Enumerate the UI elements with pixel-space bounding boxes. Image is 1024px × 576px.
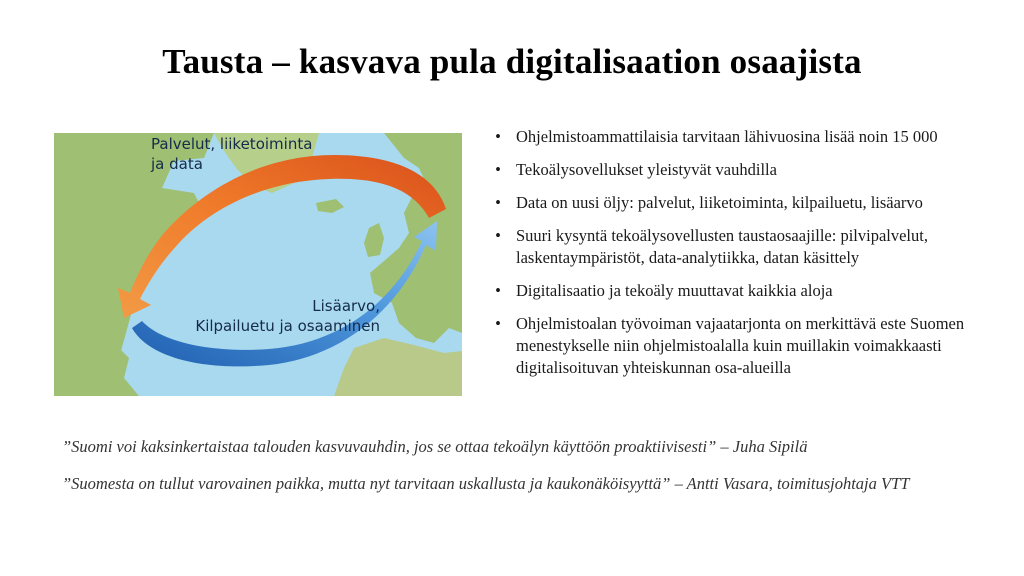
bullet-dot-icon: • [495,127,501,146]
bullet-item [492,280,1002,302]
bullet-text: Ohjelmistoammattilaisia tarvitaan lähivuosina lisää noin 15 000 [516,127,938,146]
bullet-item [492,126,1002,148]
bullet-list [492,126,1002,390]
bullet-item [492,159,1002,181]
bullet-text: Data on uusi öljy: palvelut, liiketoiminta, kilpailuetu, lisäarvo [516,193,923,212]
bullet-dot-icon: • [495,226,501,245]
bullet-dot-icon: • [495,160,501,179]
slide-title: Tausta – kasvava pula digitalisaation osaajista [162,42,862,81]
bullet-item [492,192,1002,214]
world-map-figure [54,133,462,396]
map-label-top-text: Palvelut, liiketoiminta ja data [151,135,313,173]
bullet-text: Ohjelmistoalan työvoiman vajaatarjonta on merkittävä este Suomen menestykselle niin ohjelmistoalalla kuin muillakin voimakkaasti digitalisoituvan yhteiskunnan osa-alueilla [516,314,965,377]
map-label-top [151,134,312,174]
bullet-item [492,313,1002,379]
quote-vasara: ”Suomesta on tullut varovainen paikka, mutta nyt tarvitaan uskallusta ja kaukonäköisyyttä” – Antti Vasara, toimitusjohtaja VTT [62,474,910,493]
bullet-text: Digitalisaatio ja tekoäly muuttavat kaikkia aloja [516,281,833,300]
map-label-bottom [144,296,380,336]
bullet-text: Suuri kysyntä tekoälysovellusten taustaosaajille: pilvipalvelut, laskentaympäristöt, data-analytiikka, datan käsittely [516,226,928,267]
bullet-dot-icon: • [495,314,501,333]
bullet-dot-icon: • [495,193,501,212]
bullet-text: Tekoälysovellukset yleistyvät vauhdilla [516,160,777,179]
bullet-item [492,225,1002,269]
bullet-dot-icon: • [495,281,501,300]
map-label-bottom-text: Lisäarvo, Kilpailuetu ja osaaminen [195,297,380,335]
quote-sipila: ”Suomi voi kaksinkertaistaa talouden kasvuvauhdin, jos se ottaa tekoälyn käyttöön proaktiivisesti” – Juha Sipilä [62,437,808,456]
